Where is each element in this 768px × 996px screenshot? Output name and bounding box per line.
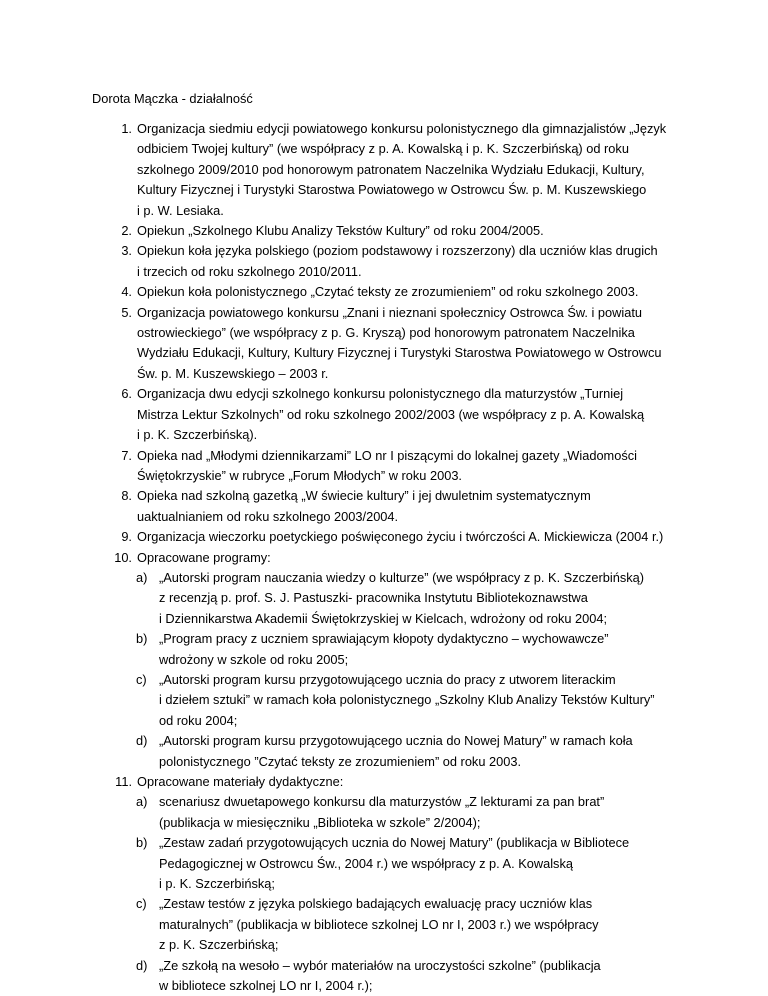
list-item-4 — [0, 282, 768, 302]
material-item-c — [0, 894, 768, 955]
material-item-b — [0, 833, 768, 894]
list-item-2 — [0, 221, 768, 241]
sub-item-text: „Zestaw zadań przygotowujących ucznia do Nowej Matury” (publikacja w Bibliotece Pedagogicznej w Ostrowcu Św., 2004 r.) we współpracy z p. A. Kowalską i p. K. Szczerbińską; — [159, 835, 630, 892]
material-item-d — [0, 956, 768, 996]
list-item-9 — [0, 527, 768, 547]
list-item-6 — [0, 384, 768, 445]
list-item-11 — [0, 772, 768, 792]
list-item-5 — [0, 303, 768, 385]
item-text: Opieka nad szkolną gazetką „W świecie kultury” i jej dwuletnim systematycznym uaktualnianiem od roku szkolnego 2003/2004. — [137, 488, 591, 524]
item-text: Organizacja dwu edycji szkolnego konkursu polonistycznego dla maturzystów „Turniej Mistrza Lektur Szkolnych” od roku szkolnego 2002/2003 (we współpracy z p. A. Kowalską i p. K. Szczerbińską). — [137, 386, 645, 443]
sub-item-text: „Autorski program kursu przygotowującego ucznia do pracy z utworem literackim i dziełem sztuki” w ramach koła polonistycznego „Szkolny Klub Analizy Tekstów Kultury” od roku 2004; — [159, 671, 655, 728]
item-number: 3. — [121, 243, 132, 259]
program-item-a — [0, 568, 768, 629]
item-number: 11. — [115, 774, 132, 789]
item-text: Organizacja siedmiu edycji powiatowego konkursu polonistycznego dla gimnazjalistów „Język odbiciem Twojej kultury” (we współpracy z p. A. Kowalską i p. K. Szczerbińską) od roku szkolnego 2009/2010 pod honorowym patronatem Naczelnika Wydziału Edukacji, Kultury, Kultury Fizycznej i Turystyki Starostwa Powiatowego w Ostrowcu Św. p. M. Kuszewskiego i p. W. Lesiaka. — [137, 121, 667, 218]
item-number: 5. — [121, 304, 132, 320]
sub-item-text: „Autorski program kursu przygotowującego ucznia do Nowej Matury” w ramach koła polonistycznego ”Czytać teksty ze zrozumieniem” od roku 2003. — [159, 733, 633, 769]
list-item-1 — [0, 119, 768, 221]
program-item-c — [0, 670, 768, 731]
item-number: 1. — [121, 121, 132, 136]
item-text: Organizacja powiatowego konkursu „Znani i nieznani społecznicy Ostrowca Św. i powiatu ostrowieckiego” (we współpracy z p. G. Kryszą) pod honorowym patronatem Naczelnika Wydziału Edukacji, Kultury, Kultury Fizycznej i Turystyki Starostwa Powiatowego w Ostrowcu Św. p. M. Kuszewskiego – 2003 r. — [137, 304, 662, 381]
item-text: Opracowane materiały dydaktyczne: — [137, 774, 344, 789]
item-number: 9. — [121, 529, 132, 545]
sub-item-letter: c) — [136, 896, 147, 912]
item-text: Opiekun „Szkolnego Klubu Analizy Tekstów Kultury” od roku 2004/2005. — [137, 223, 544, 239]
item-number: 2. — [121, 223, 132, 239]
activity-list — [0, 119, 768, 996]
list-item-8 — [0, 486, 768, 527]
list-item-3 — [0, 241, 768, 282]
sub-item-letter: b) — [136, 835, 148, 851]
program-item-b — [0, 629, 768, 670]
sub-item-letter: b) — [136, 631, 148, 647]
item-text: Opracowane programy: — [137, 549, 271, 565]
sub-item-letter: a) — [136, 794, 148, 810]
sub-item-letter: a) — [136, 569, 148, 585]
list-item-7 — [0, 446, 768, 487]
sub-item-text: „Zestaw testów z języka polskiego badających ewaluację pracy uczniów klas maturalnych” (publikacja w bibliotece szkolnej LO nr I, 2003 r.) we współpracy z p. K. Szczerbińską; — [159, 896, 599, 953]
item-number: 8. — [121, 488, 132, 504]
sub-item-text: „Autorski program nauczania wiedzy o kulturze” (we współpracy z p. K. Szczerbińską) z recenzją p. prof. S. J. Pastuszki- pracownika Instytutu Bibliotekoznawstwa i Dziennikarstwa Akademii Świętokrzyskiej w Kielcach, wdrożony od roku 2004; — [159, 569, 645, 626]
item-number: 4. — [121, 284, 132, 300]
list-item-10 — [0, 548, 768, 568]
program-item-d — [0, 731, 768, 772]
item-number: 7. — [121, 447, 132, 463]
material-item-a — [0, 792, 768, 833]
document-title: Dorota Mączka - działalność — [92, 91, 253, 106]
item-text: Opieka nad „Młodymi dziennikarzami” LO nr I piszącymi do lokalnej gazety „Wiadomości Świętokrzyskie” w rubryce „Forum Młodych” w roku 2003. — [137, 447, 637, 483]
sub-item-letter: c) — [136, 671, 147, 687]
item-text: Opiekun koła języka polskiego (poziom podstawowy i rozszerzony) dla uczniów klas drugich i trzecich od roku szkolnego 2010/2011. — [137, 243, 658, 279]
sub-item-letter: d) — [136, 957, 148, 973]
item-number: 10. — [114, 549, 132, 565]
sub-item-letter: d) — [136, 733, 148, 749]
item-text: Organizacja wieczorku poetyckiego poświęconego życiu i twórczości A. Mickiewicza (2004 r.) — [137, 529, 664, 545]
sub-item-text: scenariusz dwuetapowego konkursu dla maturzystów „Z lekturami za pan brat” (publikacja w miesięczniku „Biblioteka w szkole” 2/2004); — [159, 794, 605, 830]
item-number: 6. — [121, 386, 132, 402]
sub-item-text: „Program pracy z uczniem sprawiającym kłopoty dydaktyczno – wychowawcze” wdrożony w szkole od roku 2005; — [159, 631, 609, 667]
sub-item-text: „Ze szkołą na wesoło – wybór materiałów na uroczystości szkolne” (publikacja w bibliotece szkolnej LO nr I, 2004 r.); — [159, 957, 601, 994]
item-text: Opiekun koła polonistycznego „Czytać teksty ze zrozumieniem” od roku szkolnego 2003. — [137, 284, 639, 300]
